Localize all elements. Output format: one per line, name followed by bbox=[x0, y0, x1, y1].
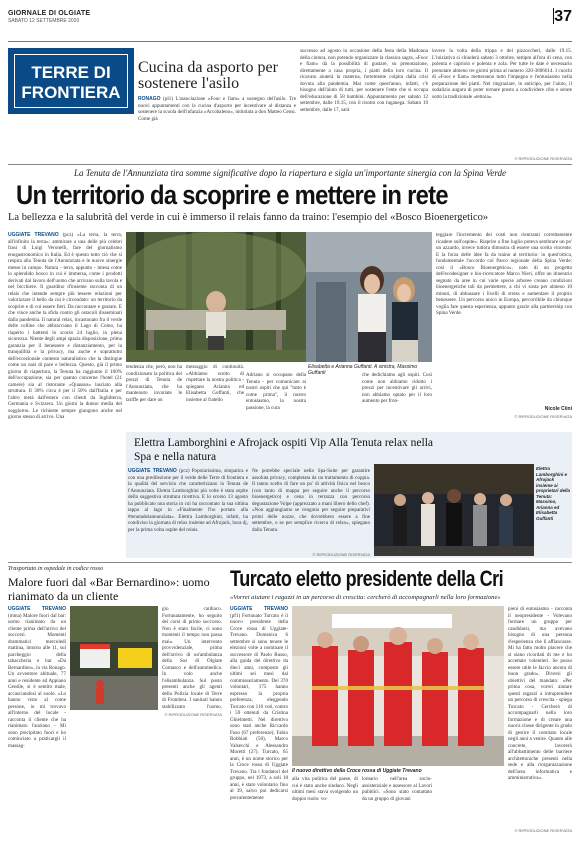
lead-signature: Nicole Ciini bbox=[544, 406, 572, 412]
lead-column-1 bbox=[8, 232, 122, 476]
cri-copyright: © RIPRODUZIONE RISERVATA bbox=[514, 828, 572, 833]
bar-title: Malore fuori dal «Bar Bernardino»: uomo rianimato da un cliente bbox=[8, 575, 210, 603]
newspaper-name: GIORNALE DI OLGIATE bbox=[8, 10, 91, 17]
lead-copyright: © RIPRODUZIONE RISERVATA bbox=[514, 414, 572, 419]
cri-title: Turcato eletto presidente della Cri bbox=[230, 566, 504, 591]
bar-column-2: gio cardiaco. Fortunatamente, ho seguito dei corsi di primo soccorso. Non è stato facile, ci sono momenti il tempo non passa mai». Un intervento provvidenziale, prima dell'arrivo di un'ambulanza della Sos di Olgiate Comasco e dell'automedica. In volo anche l'elisambulanza. Sul posto presenti anche gli agenti della Polizia locale di Terre di Frontiera. I sanitari hanno stabilizzato l'uomo, bbox=[162, 606, 222, 710]
cri-subtitle: «Vorrei aiutare i ragazzi in un percorso di crescita: cercherò di accompagnarli nella loro formazione» bbox=[230, 594, 501, 601]
lead-column-5: che dedichiamo agli ospiti. Così come non abbiamo ridotto i prezzi per incentivare gli arrivi, non abbiamo optato per il loro aumento per fron- bbox=[362, 372, 432, 404]
cri-text-1: (pf1) Fortunato Turcato è il nuovo presidente della Croce rossa di Uggiate-Trevano. Domenica 6 settembre si sono tenute le elezioni volte a nominare il successore di Paolo Russo, alla guida del direttivo da dieci anni, composto gli ultimi sei mesi dal commissariamento. Dei 370 volontari, 175 hanno espresso la propria preferenza, eleggendo Turcato con 116 voti, contro i 59 ottenuti da Cristina Ghielmetti. Nel direttivo sono stati anche Riccardo Fuso (67 preferenze), Fabio Robbiati (58), Marco Valsecchi e Alessandro Moretti (27). Turcato, 65 anni, è un nome storico per la Croce rossa di Uggiate Trevano. Tra i fondatori del gruppo, nel 1973, a soli 18 anni, è stato volontario fino al 39, salvo poi dedicarsi prevalentemente bbox=[230, 612, 288, 801]
lead-title: Un territorio da scoprire e mettere in rete bbox=[16, 180, 448, 210]
top-story-column-2: successo ad agosto in occasione della festa della Madonna della cintura, non potendo organizzare la classica sagra, «Fooc e fiam» dà la possibilità di gustare, su prenotazione, direttamente a casa propria, i piatti della loro cucina. Il ricavato aiuterà la materna, fortemente colpita dalla crisi dovuta alla pandemia. Mai come quest'anno, infatti, c'è bisogno dell'aiuto di tutti, per sostenere l'ente che si occupa dell'educazione di 58 bambini. Appuntamento per sabato 12 settembre, dalle 19.15, con il risotto con luganega. Sabato 19 settembre, dalle 17, sarà bbox=[300, 48, 428, 113]
divider bbox=[8, 562, 572, 563]
vip-column-2: Ne potrebbe speciale nella Spa-Suite per garantire assoluta privacy, completata da un trattamento di coppia. Il tanno scelto di fare un po' di attività fisica nel bosco (con tanto di mappa per seguire anche il percorso bioenergetico) e cena in terrazza con percorso degustazione Volpe (apprezzato a mani libero dello chef). «Non aggiungiamo se vengono per seguire preparativi primi delle nozze, che dovrebbero essere a fine settembre, o se per semplice ricerca di relax», spiegano dalla Tenuta. bbox=[252, 468, 370, 533]
lead-overline: La Tenuta de l'Annunziata tira somme significative dopo la riapertura e sigla un'importante sinergia con la Spina Verde bbox=[73, 168, 507, 178]
top-story-copyright: © RIPRODUZIONE RISERVATA bbox=[514, 156, 572, 161]
cri-photo-caption: Il nuovo direttivo della Croce rossa di Uggiate Trevano bbox=[292, 768, 422, 774]
lead-column-3: messaggio di continuità. «Abbiamo scelto di rispettare la nostra politica - spiegano Arianna ed Elisabetta Guffanti, che insieme al fratello bbox=[186, 364, 244, 403]
cri-column-2: alla vita politica del paese, di cui è stato anche sindaco. Negli ultimi mesi stava svolgendo un doppio ruolo: vo- bbox=[292, 776, 358, 802]
lead-place: UGGIATE TREVANO bbox=[8, 232, 63, 238]
section-label-line1: TERRE DI bbox=[31, 63, 111, 82]
section-label bbox=[8, 48, 134, 114]
section-label-line2: FRONTIERA bbox=[21, 83, 121, 102]
section-label-frame bbox=[14, 54, 128, 108]
lead-column-4: Adriano si occupano della Tenuta - per comunicare ai nostri ospiti che qui "tutto è come prima", il nostro entusiasmo, la nostra passione, la cura bbox=[246, 372, 306, 411]
bar-column-1 bbox=[8, 606, 66, 834]
vip-photo bbox=[374, 464, 534, 556]
lead-photo-left bbox=[126, 232, 306, 362]
vip-title: Elettra Lamborghini e Afrojack ospiti Vip Alla Tenuta relax nella Spa e nella natura bbox=[134, 437, 434, 463]
vip-photo-caption: Elettra Lamborghini e Afrojack insieme ai proprietari della Tenuta: Massimo, Arianna ed Elisabetta Guffanti bbox=[536, 466, 571, 521]
cri-column-3: lontario nell'area socio-assistenziale e assessore al Lavori pubblici. «Sono stato contattato da un gruppo di giovani bbox=[362, 776, 432, 802]
cri-photo-image bbox=[292, 606, 504, 766]
vip-text-1: (pcz) Popolarissima, simpatica e con una predilezione per il verde delle Terre di frontiera e la qualità del servizio che caratterizzano la Tenuta de l'Annunziata. Elettra Lamborghini più volte è stata ospite della suggestiva struttura ricettiva. E lo scorso 13 agosto ha pubblicato una storia in cui ha raccontato la sua ultima tappa al lago in «Finalmente l'ho portato alla #tenutadelannunziata». Elettra Lamborghini, infatti, ha condiviso la giornata di relax insieme ad Afrojack, hora dj, per la prima volta ospite del relais. bbox=[128, 468, 248, 533]
top-story-column-1 bbox=[138, 96, 296, 160]
bar-overline: Trasportato in ospedale in codice rosso bbox=[8, 566, 103, 572]
top-story-column-3: invece la volta della trippa e del pizzoccheri, dalle 19.15. L'iniziativa si chiuderà sabato 3 ottobre, sempre all'ora di cena, con polenta e capriolo e polenta e zola. Per tutte le date è necessario prenotare almeno tre giorni prima al numero 320-3806614. I cuochi di «Fooc e fiam» metteranno tutto l'impegno e l'entusiasmo nella preparazione dei piatti. Nel ringraziare, in anticipo, per l'aiuto, il sodalizio augura di poter tornare presto a condividere cibo e serate sotto la tradizionale «tettoia». bbox=[432, 48, 572, 100]
bar-copyright: © RIPRODUZIONE RISERVATA bbox=[164, 712, 222, 717]
lead-subtitle: La bellezza e la salubrità del verde in cui è immerso il relais fanno da traino: l'esempio del «Bosco Bioenergetico» bbox=[8, 212, 489, 223]
vip-copyright: © RIPRODUZIONE RISERVATA bbox=[312, 552, 370, 557]
cri-place: UGGIATE TREVANO bbox=[230, 606, 288, 612]
lead-column-2: tendenza che, però, non ha condizionato la politica dei prezzi di Tenuta de l'Annunziata, che ha mantenuto invariate le tariffe per dare un bbox=[126, 364, 182, 403]
bar-photo bbox=[70, 606, 158, 710]
vip-photo-image bbox=[374, 464, 534, 556]
top-story-place: RONAGO bbox=[138, 96, 164, 102]
page-number: 37 bbox=[554, 8, 572, 25]
issue-date: SABATO 12 SETTEMBRE 2020 bbox=[8, 18, 80, 24]
cri-photo bbox=[292, 606, 504, 766]
lead-column-6: teggiare l'incremento dei costi non rientranti correttamente ricadere sull'ospite». Riaprire a fine luglio poteva sembrare un po' un azzardo, invece tuttora dimostra di essere una scelta vincente. E la forza delle idee fa da traino al territorio: in quest'ottica, fondamentale l'accordo col Parco regionale della Spina Verde: così il «Bosco Bioenergetico», nato di un progetto dell'ecodesigner e bio-ricercatore Marco Nieri, offre un itinerario segnato da aree in cui varie specie arboree creano condizioni bioenergetiche tali da permettere, a chi vi sosta per almeno 10 minuti, di abbassare i livelli di stress e aumentare il proprio benessere. Un percorso unico in Europa, percorribile da chiunque voglia fare questa esperienza, appunto grazie alla partnership con Spina Verde. bbox=[436, 232, 572, 316]
bar-text-1: (mma) Malore fuori dal bar: uomo rianimato da un cliente prima dell'arrivo dei soccorsi. Momenti drammatici mercoledì mattina, intorno alle 11, sul parcheggio della tabaccheria e bar «Da Bernardino», in via Ronago. Un avventore abituale, 77 anni e residente ad Appiano Gentile, si è sentito male, accasciandosi al suolo. «Lo hanno visto al come persone, io mi trovavo all'interno del locale - racconta il cliente che ha rianimato l'anziano - Mi sono precipitato fuori e ho cominciato a praticargli il massag- bbox=[8, 612, 66, 749]
cri-column-4: pieni di entusiasmo - racconta il neopresidente - Volevano formare un gruppo per candidarsi, ma avevano bisogno di una persona d'esperienza che li affiancasse. Mi ha fatto molto piacere che si siano ricordati di me e ho accettato volentieri. Se posso essere utile le faccio ancora di buon grado». Diversi gli obiettivi del mandato: «Per prima cosa, vorrei aiutare questi ragazzi a intraprendere un percorso di crescita - spiega Turcato - Cercherò di accompagnarli nella loro formazione e di creare una nuova classe dirigente in grado di gestire il comitato locale negli anni a venire. Quanto alle concrete, lavorerò all'abbattimento delle barriere architettoniche presenti nella sede e alla riorganizzazione dell'area informatica e amministrativa». bbox=[508, 606, 572, 781]
vip-column-1 bbox=[128, 468, 248, 556]
top-story-title: Cucina da asporto per sostenere l'asilo bbox=[138, 59, 278, 92]
lead-text-1: (pcz) «La terra, la terra, all'infinito la terra»: ammirare a una delle più celebri frasi di Luigi Veronelli, fare del giornalismo enogastronomico in Italia. Ed è questo tutto ciò che si respira alla Tenuta de l'Annunziata e le nuove sinergie messe in campo. Natura - terra, appunto - intesa come lo splendido bosco in cui è immersa, come i prodotti derivati dal lavoro dell'uomo che arrivano sulla tavola e nel bicchiere. Il guardino d'insieme racconta di un relais che intende sempre più tessere relazioni per valorizzare il bello da cui è circondato: un territorio da scoprire e di cui essere fieri. Da raccontare e gustare. E che vince anche la sfida contro gli ostacoli disseminati dalla pandemia. Il natural relax, incastonato fra il verde delle colline che abbracciano il Lago di Como, ha riaperto i battenti lo scorso 24 luglio, in piena sicurezza. Niente degli ampi spazia disposizione, prima garanzia per il benessere e distanziamento, per la tranquillità e la privacy, ma anche e soprattutto dell'eccezionale contesto naturalistico che la distingue come un oasi di pace e bellezza. Questo, già il primo giorno di riapertura, la Tenuta ha raggiunto il 100% dell'occupazione, sia per quanto concerne l'hotel (21 camere) sia al ristorante «Quassus» lasciato alla struttura. Il 30% circa è per il 50% dall'Italia e per l'altro metà dall'estero con clienti da Inghilterra, Germania e Svizzera. Un giorni la dunno media del soggiorno. Le richieste sempre giungono anche nel giorno stesso di arrivo. Una bbox=[8, 232, 122, 420]
divider bbox=[8, 164, 572, 165]
masthead bbox=[8, 6, 572, 42]
bar-place: UGGIATE TREVANO bbox=[8, 606, 66, 612]
lead-photo-right-image bbox=[306, 232, 432, 362]
lead-photo-left-image bbox=[126, 232, 306, 362]
top-story-text-1: (pl1) L'associazione «Fooc e fiam» a sostegno dell'asilo. Tre nuovi appuntamenti con la cucina d'asporto per incentivare al distanza e sostenere la scuola dell'infanzia «Arcobaleno», intitolata a don Matteo Censi. Come già bbox=[138, 96, 296, 122]
lead-photo-right bbox=[306, 232, 432, 362]
bar-photo-image bbox=[70, 606, 158, 710]
cri-column-1 bbox=[230, 606, 288, 836]
vip-place: UGGIATE TREVANO bbox=[128, 468, 180, 474]
lead-photo-caption: Elisabetta e Arianna Guffanti. A sinistra, Massimo Guffanti bbox=[308, 364, 418, 376]
